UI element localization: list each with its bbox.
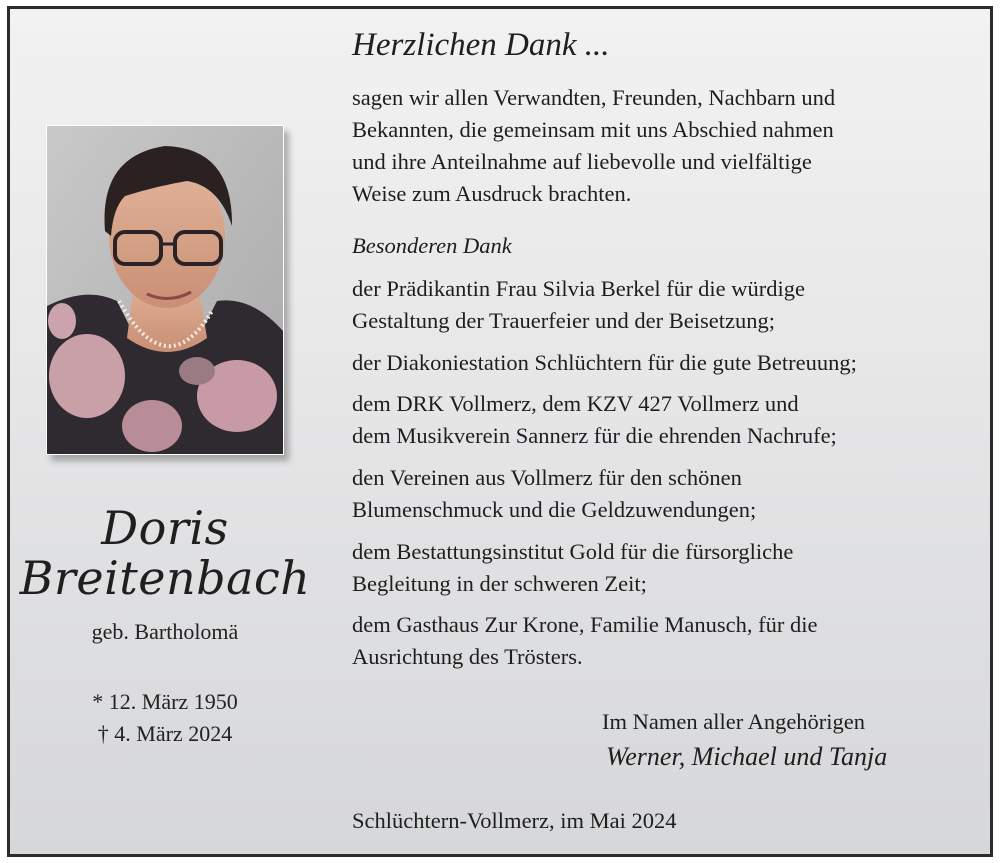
thanks-item-line: dem Bestattungsinstitut Gold für die fürsorgliche (352, 539, 794, 564)
obituary-card (7, 6, 993, 857)
special-thanks-heading: Besonderen Dank (352, 233, 512, 258)
portrait-photo (46, 125, 284, 455)
deceased-last-name: Breitenbach (19, 551, 311, 605)
thanks-item-line: dem Musikverein Sannerz für die ehrenden Nachrufe; (352, 423, 837, 448)
thanks-item-line: der Prädikantin Frau Silvia Berkel für die würdige (352, 276, 806, 301)
thanks-heading: Herzlichen Dank ... (352, 27, 610, 63)
thanks-item-line: Ausrichtung des Trösters. (352, 644, 583, 669)
thanks-item-line: Begleitung in der schweren Zeit; (352, 571, 647, 596)
thanks-item-line: dem DRK Vollmerz, dem KZV 427 Vollmerz und (352, 391, 799, 416)
intro-line: und ihre Anteilnahme auf liebevolle und vielfältige (352, 149, 812, 174)
deceased-first-name: Doris (101, 501, 229, 555)
intro-line: Bekannten, die gemeinsam mit uns Abschied nahmen (352, 117, 834, 142)
signature-names: Werner, Michael und Tanja (606, 742, 888, 771)
thanks-item-line: Blumenschmuck und die Geldzuwendungen; (352, 497, 757, 522)
thanks-item-line: dem Gasthaus Zur Krone, Familie Manusch, für die (352, 612, 818, 637)
intro-line: sagen wir allen Verwandten, Freunden, Nachbarn und (352, 85, 836, 110)
death-date: † 4. März 2024 (97, 721, 233, 746)
intro-line: Weise zum Ausdruck brachten. (352, 181, 632, 206)
signature-intro: Im Namen aller Angehörigen (602, 709, 866, 734)
place-date: Schlüchtern-Vollmerz, im Mai 2024 (352, 808, 677, 833)
thanks-item-line: den Vereinen aus Vollmerz für den schönen (352, 465, 742, 490)
maiden-name: geb. Bartholomä (91, 619, 239, 644)
thanks-item-line: Gestaltung der Trauerfeier und der Beisetzung; (352, 308, 776, 333)
thanks-item-line: der Diakoniestation Schlüchtern für die gute Betreuung; (352, 350, 857, 375)
birth-date: * 12. März 1950 (92, 689, 238, 714)
